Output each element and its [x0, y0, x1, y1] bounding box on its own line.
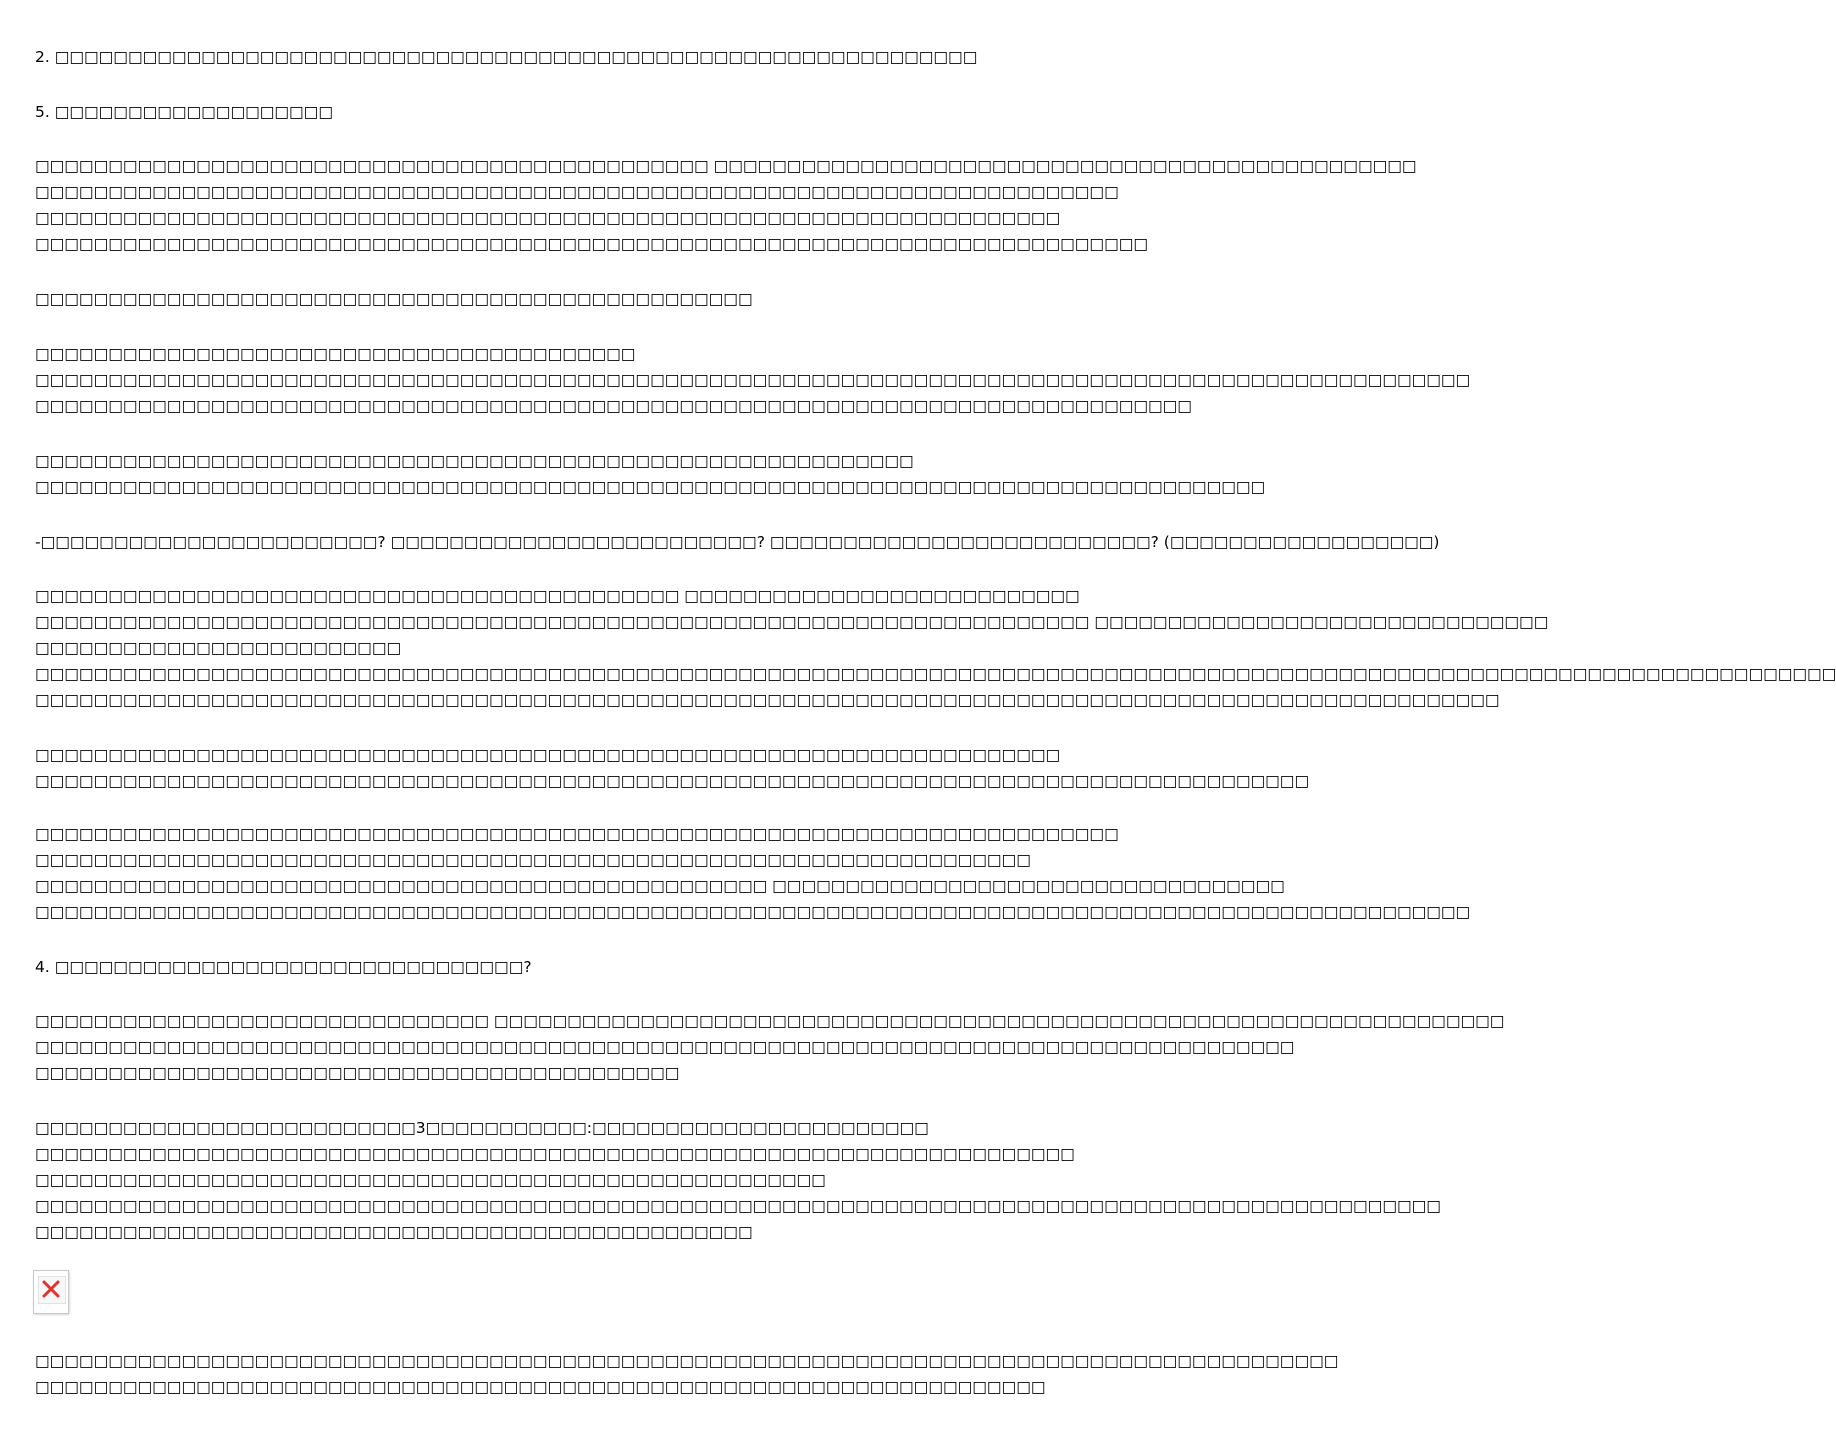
paragraph-line: □□□□□□□□□□□□□□□□□□□□□□□□□□□□□□□□□□□□□□□□□□□□□□□□□: [35, 1223, 753, 1241]
paragraph-line: □□□□□□□□□□□□□□□□□□□□□□□□□□□□□□□□□□□□□□□□□: [35, 345, 636, 363]
paragraph-line: □□□□□□□□□□□□□□□□□□□□□□□□□□□□□□□□□□□□□□□□□□□□□□□□□□□□□□□□□□□□□□□□□□□□□□□□□□□□: [35, 235, 1149, 253]
section-heading-5: 5. □□□□□□□□□□□□□□□□□□□: [35, 103, 333, 121]
paragraph-line: □□□□□□□□□□□□□□□□□□□□□□□□□□□□□□□□□□□□□□□□□□□□□□□□□□□□□□□□□□□□□□□□□□□□□: [35, 1378, 1046, 1396]
paragraph-line: □□□□□□□□□□□□□□□□□□□□□□□□□□□□□□□□□□□□□□□□□□□□□□□□□□□□□□□□□□□□□□□□□□□□□□□□□□□□□□□: [35, 397, 1192, 415]
paragraph-line: □□□□□□□□□□□□□□□□□□□□□□□□□□□□□□□□□□□□□□□□□□□□□□□□□□□□□□□□□□□□□□□□□□□□□□□□□□□□□□□□□□□□□□□□□□□□□□□□: [35, 1197, 1441, 1215]
paragraph-line: □□□□□□□□□□□□□□□□□□□□□□□□□□□□□□□□□□□□□□□□□□□□□□□□□□□□□□: [35, 1171, 826, 1189]
paragraph-line: □□□□□□□□□□□□□□□□□□□□□□□□□□□□□□□□□□□□□□□□□□□□□□□□□□□□□□□□□□□□□□□□□□□□□□□: [35, 1145, 1075, 1163]
paragraph-line: □□□□□□□□□□□□□□□□□□□□□□□□□□□□□□□□□□□□□□□□□□□□□□□□□□□□□□□□□□□□□□□□□□□□□□: [35, 209, 1061, 227]
paragraph-line: □□□□□□□□□□□□□□□□□□□□□□□□□□□□□□□□□□□□□□□□□□□□□□□□□□ □□□□□□□□□□□□□□□□□□□□□□□□□□□□□□□□□□□: [35, 877, 1285, 895]
paragraph-line: □□□□□□□□□□□□□□□□□□□□□□□□□□□□□□□□□□□□□□□□□□□□□□□□□□□□□□□□□□□□□□□□□□□□□□□□□□□□□□□□□□□□: [35, 478, 1266, 496]
paragraph-line: □□□□□□□□□□□□□□□□□□□□□□□□□□□□□□□□□□□□□□□□□□□□□□□□□□□□□□□□□□□□□□□□□□□□□□: [35, 746, 1061, 764]
paragraph-line: □□□□□□□□□□□□□□□□□□□□□□□□□□□□□□□□□□□□□□□□□□□□□□□□□□□□□□□□□□□□□□□□□□□□□□□□□□□□□□□□□□□□□□□□□: [35, 1352, 1339, 1370]
paragraph-line: □□□□□□□□□□□□□□□□□□□□□□□□□□□□□□□□□□□□□□□□□□□□□□□□□□□□□□□□□□□□□□□□□□□□□□□□□□□□□□□□□□□□□□□: [35, 772, 1310, 790]
paragraph-line: □□□□□□□□□□□□□□□□□□□□□□□□□□□□□□□□□□□□□□□□□□□□□□□□□□□□□□□□□□□□□□□□□□□□: [35, 851, 1031, 869]
broken-image-icon: [41, 1280, 61, 1298]
paragraph-line: □□□□□□□□□□□□□□□□□□□□□□□□□□□□□□□□□□□□□□□□□□□□□□ □□□□□□□□□□□□□□□□□□□□□□□□□□□□□□□□□□□□□□□□□□□□□□□□: [35, 157, 1417, 175]
section-heading-4: 4. □□□□□□□□□□□□□□□□□□□□□□□□□□□□□□□□?: [35, 958, 532, 976]
paragraph-line: □□□□□□□□□□□□□□□□□□□□□□□□□□□□□□□ □□□□□□□□□□□□□□□□□□□□□□□□□□□□□□□□□□□□□□□□□□□□□□□□□□□□□□□□□□□□□□□□□□□□□: [35, 1012, 1505, 1030]
paragraph-line: □□□□□□□□□□□□□□□□□□□□□□□□□□□□□□□□□□□□□□□□□□□□□□□□□□□□□□□□□□□□□□□□□□□□□□□□□□□□□□□□□□□□□□: [35, 1038, 1295, 1056]
paragraph-line: □□□□□□□□□□□□□□□□□□□□□□□□□□□□□□□□□□□□□□□□□□□□□□□□□□□□□□□□□□□□□□□□□□□□□□□□□□□□□□□□□□□□□□□□□□□□□□□□□□: [35, 903, 1471, 921]
paragraph-line: □□□□□□□□□□□□□□□□□□□□□□□□□□3□□□□□□□□□□□:□□□□□□□□□□□□□□□□□□□□□□□: [35, 1119, 929, 1137]
paragraph-line: □□□□□□□□□□□□□□□□□□□□□□□□□□□□□□□□□□□□□□□□□□□□□□□□□□□□□□□□□□□□□□□□□□□□□□□□□□□□□□□□□□□□□□□□□□□□□□□□□□: [35, 371, 1471, 389]
paragraph-line: □□□□□□□□□□□□□□□□□□□□□□□□□□□□□□□□□□□□□□□□□□□□ □□□□□□□□□□□□□□□□□□□□□□□□□□□: [35, 587, 1080, 605]
paragraph-line: □□□□□□□□□□□□□□□□□□□□□□□□□□□□□□□□□□□□□□□□□□□□□□□□□□□□□□□□□□□□□□□□□□□□□□□□□□: [35, 825, 1119, 843]
paragraph-line: □□□□□□□□□□□□□□□□□□□□□□□□□□□□□□□□□□□□□□□□□□□□□□□□□□□□□□□□□□□□: [35, 452, 914, 470]
paragraph-line: □□□□□□□□□□□□□□□□□□□□□□□□□□□□□□□□□□□□□□□□□□□□□□□□□□□□□□□□□□□□□□□□□□□□□□□□ □□□□□□□□□□□□□□□□□□□□□□□□□□□□□□□: [35, 613, 1549, 631]
broken-image-placeholder: [33, 1270, 69, 1314]
paragraph-line: □□□□□□□□□□□□□□□□□□□□□□□□□□□□□□□□□□□□□□□□□□□□□□□□□□□□□□□□□□□□□□□□□□□□□□□□□□□□□□□□□□□□□□□□□□□□□□□□□□□□□□□□□□□□□□□□□□□□□□□□□□□: [35, 665, 1836, 683]
paragraph-line: □□□□□□□□□□□□□□□□□□□□□□□□□□□□□□□□□□□□□□□□□□□□□□□□□□□□□□□□□□□□□□□□□□□□□□□□□□: [35, 183, 1119, 201]
paragraph-line: □□□□□□□□□□□□□□□□□□□□□□□□□□□□□□□□□□□□□□□□□□□□: [35, 1064, 680, 1082]
paragraph-line: □□□□□□□□□□□□□□□□□□□□□□□□□: [35, 639, 402, 657]
question-list-line: -□□□□□□□□□□□□□□□□□□□□□□□? □□□□□□□□□□□□□□□□□□□□□□□□□? □□□□□□□□□□□□□□□□□□□□□□□□□□? (□□□□□□□□□□□□□□□□□□): [35, 533, 1440, 551]
paragraph-line: □□□□□□□□□□□□□□□□□□□□□□□□□□□□□□□□□□□□□□□□□□□□□□□□□□□□□□□□□□□□□□□□□□□□□□□□□□□□□□□□□□□□□□□□□□□□□□□□□□□□: [35, 691, 1500, 709]
paragraph-line: □□□□□□□□□□□□□□□□□□□□□□□□□□□□□□□□□□□□□□□□□□□□□□□□□: [35, 290, 753, 308]
section-heading-2: 2. □□□□□□□□□□□□□□□□□□□□□□□□□□□□□□□□□□□□□□□□□□□□□□□□□□□□□□□□□□□□□□□: [35, 48, 978, 66]
